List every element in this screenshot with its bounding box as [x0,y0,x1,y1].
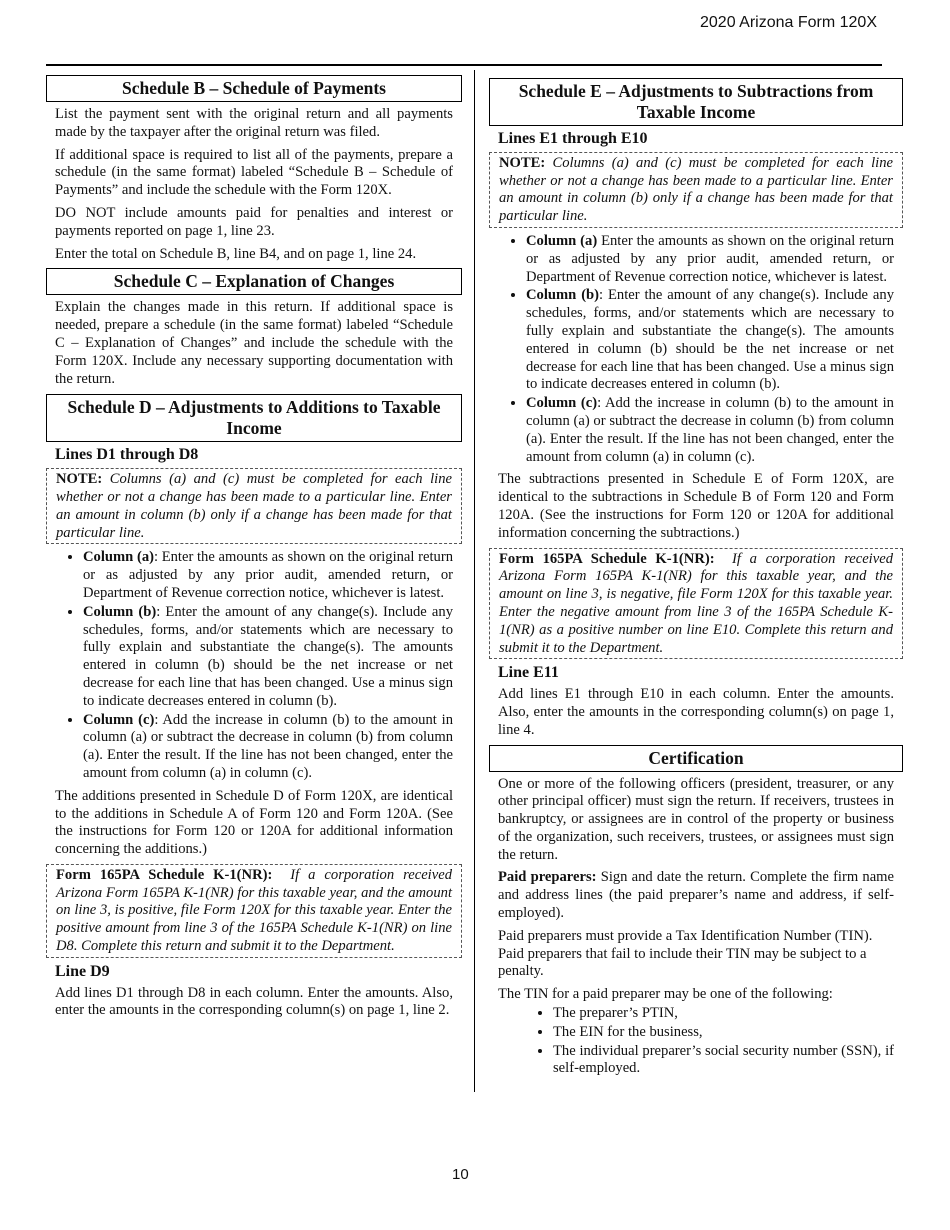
k1-note-d [46,864,462,958]
paid-preparers-text: Sign and date the return. Complete the firm name and address lines (the paid preparer’s name and address, if self-employed). [498,869,894,922]
column-label: Column (a) [83,549,154,566]
schedule-e-note [489,152,903,228]
column-text: : Enter the amounts as shown on the original return or as adjusted by any prior audit, amended return, or Department of Revenue correction notice, whichever is latest. [83,549,453,601]
header-rule [46,64,882,66]
column-label: Column (c) [526,395,598,412]
k1-label: Form 165PA Schedule K-1(NR): [56,866,273,883]
k1-label: Form 165PA Schedule K-1(NR): [499,550,715,567]
column-text: : Enter the amount of any change(s). Include any schedules, forms, and/or statements which are necessary to fully explain and substantiate the change(s). The amounts entered in column (b) should be the net increase or net decrease for each line that has been changed. Use a minus sign to indicate decreases entered in column (b). [83,603,453,709]
schedule-e-title: Schedule E – Adjustments to Subtractions from Taxable Income [489,78,903,126]
schedule-e-column-list [489,233,903,466]
column-label: Column (b) [526,287,600,304]
column-separator [474,70,475,1092]
list-item: • The individual preparer’s social security number (SSN), if self-employed. [553,1043,894,1079]
column-text: : Add the increase in column (b) to the amount in column (a) or subtract the decrease in column (b) from column (a). Enter the result. If the line has not been changed, enter the amount from column (a) in column (c). [526,395,894,465]
certification-section [489,776,903,1079]
schedule-b-title: Schedule B – Schedule of Payments [46,75,462,102]
schedule-d-title: Schedule D – Adjustments to Additions to Taxable Income [46,394,462,442]
schedule-c-title: Schedule C – Explanation of Changes [46,268,462,295]
certification-paragraph: One or more of the following officers (president, treasurer, or any other principal officer) must sign the return. If receivers, trustees in bankruptcy, or assignees are in control of the property or business of the organization, such receivers, trustees, or assignees must sign the return. [498,775,894,863]
schedule-b-paragraph: If additional space is required to list all of the payments, prepare a schedule (in the same format) labeled “Schedule B – Schedule of Payments” and include the schedule with the Form 120X. [55,146,453,199]
right-column [489,75,903,1083]
page-number: 10 [452,1166,469,1183]
lines-e1-e10-heading: Lines E1 through E10 [498,130,648,147]
note-text: Columns (a) and (c) must be completed for each line whether or not a change has been made to a particular line. Enter an amount in column (b) only if a change has been made for that particular line. [499,154,893,225]
list-item [526,233,894,286]
column-label: Column (c) [83,711,155,728]
k1-text: If a corporation received Arizona Form 165PA K-1(NR) for this taxable year, and the amount on line 3, is positive, file Form 120X for this taxable year. Enter the positive amount from line 3 of the 165PA Schedule K-1(NR) on line D8. Complete this return and submit it to the Department. [56,866,452,955]
left-column [46,75,462,1025]
list-item [526,287,894,394]
list-item [83,604,453,711]
k1-note-e [489,548,903,660]
schedule-b-paragraph: List the payment sent with the original return and all payments made by the taxpayer after the original return was filed. [55,106,453,140]
schedule-d-note [46,468,462,544]
column-text: : Add the increase in column (b) to the amount in column (a) or subtract the decrease in column (b) from column (a). Enter the result. If the line has not been changed, enter the amount from column (a) in column (c). [83,711,453,781]
line-d9-heading: Line D9 [55,962,110,980]
line-e11-heading: Line E11 [498,664,559,682]
column-label: Column (b) [83,603,157,620]
paid-preparers-label: Paid preparers: [498,869,597,886]
schedule-b-paragraph: Enter the total on Schedule B, line B4, and on page 1, line 24. [55,245,417,262]
schedule-b-section [46,106,462,263]
list-item [83,712,453,783]
schedule-c-section [46,299,462,388]
note-label: NOTE: [56,471,103,488]
line-d9-text: Add lines D1 through D8 in each column. Enter the amounts. Also, enter the amounts in the corresponding column(s) on page 1, line 2. [55,984,453,1019]
tin-intro: The TIN for a paid preparer may be one of the following: [498,986,833,1003]
paid-preparers-paragraph [489,869,903,922]
tin-paragraph: Paid preparers must provide a Tax Identification Number (TIN). Paid preparers that fail to include their TIN may be subject to a penalty. [498,927,873,980]
subtractions-paragraph: The subtractions presented in Schedule E of Form 120X, are identical to the subtractions in Schedule B of Form 120 and Form 120A. (See the instructions for Form 120 or 120A for additional information concerning the subtractions.) [498,471,894,541]
schedule-c-paragraph: Explain the changes made in this return. If additional space is needed, prepare a schedule (in the same format) labeled “Schedule C – Explanation of Changes” and include the schedule with the Form 120X. Include any necessary supporting documentation with the return. [55,299,453,387]
certification-title: Certification [489,745,903,772]
schedule-d-column-list [46,549,462,782]
form-title-header: 2020 Arizona Form 120X [700,14,877,31]
list-item [83,549,453,602]
list-item: • The EIN for the business, [553,1024,894,1042]
line-e11-text: Add lines E1 through E10 in each column. Enter the amounts. Also, enter the amounts in the corresponding column(s) on page 1, line 4. [498,686,894,738]
column-label: Column (a) [526,232,598,249]
column-text: Enter the amounts as shown on the original return or as adjusted by any prior audit, amended return, or Department of Revenue correction notice, whichever is latest. [526,232,894,285]
additions-paragraph: The additions presented in Schedule D of Form 120X, are identical to the additions in Schedule A of Form 120 and Form 120A. (See the instructions for Form 120 or 120A for additional information concerning the additions.) [55,787,453,858]
note-text: Columns (a) and (c) must be completed for each line whether or not a change has been made to a particular line. Enter an amount in column (b) only if a change has been made for that particular line. [56,471,452,541]
schedule-b-paragraph: DO NOT include amounts paid for penalties and interest or payments reported on page 1, line 23. [55,204,453,239]
note-label: NOTE: [499,154,546,171]
column-text: : Enter the amount of any change(s). Include any schedules, forms, and/or statements which are necessary to fully explain and substantiate the change(s). The amounts entered in column (b) should be the net increase or net decrease for each line that has been changed. Use a minus sign to indicate decreases entered in column (b). [526,287,894,393]
list-item [526,395,894,466]
list-item: • The preparer’s PTIN, [553,1005,894,1023]
lines-d1-d8-heading: Lines D1 through D8 [55,446,199,464]
tin-list [489,1005,903,1078]
k1-text: If a corporation received Arizona Form 165PA K-1(NR) for this taxable year, and the amount on line 3, is negative, file Form 120X for this taxable year. Enter the negative amount from line 3 of the 165PA Schedule K-1(NR) as a positive number on line E10. Complete this return and submit it to the Department. [499,550,893,656]
